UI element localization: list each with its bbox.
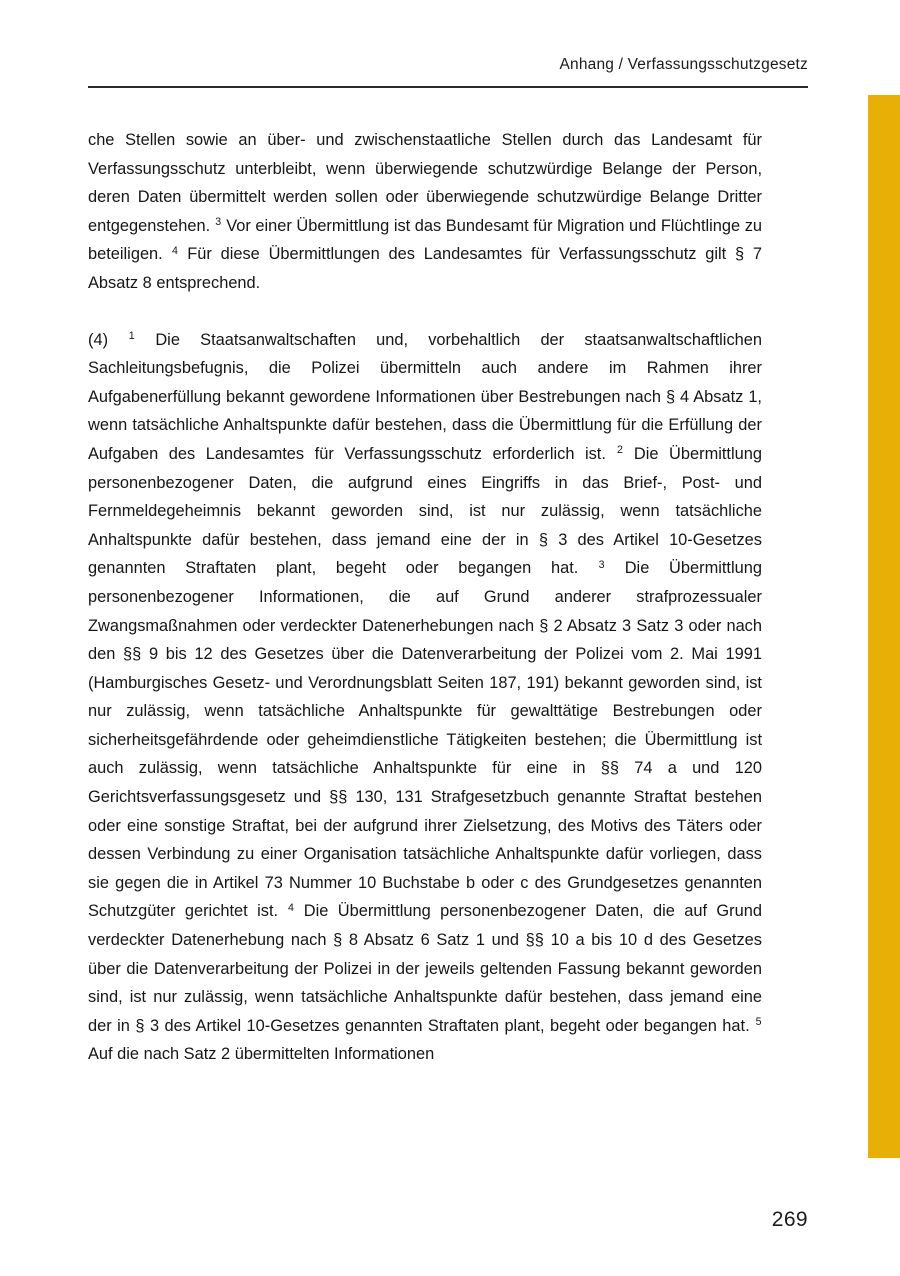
sentence-text: Die Staatsanwaltschaften und, vorbehaltlich der staatsanwaltschaftlichen Sachleitungsbefugnis, die Polizei übermitteln auch andere im Rahmen ihrer Aufgabenerfüllung bekannt gewordene Informationen über Bestrebungen nach § 4 Absatz 1, wenn tatsächliche Anhaltspunkte dafür bestehen, dass die Übermittlung für die Erfüllung der Aufgaben des Landesamtes für Verfassungsschutz erforderlich ist. — [88, 330, 762, 463]
sentence-text: Auf die nach Satz 2 übermittelten Informationen — [88, 1045, 435, 1064]
sentence-number: 1 — [128, 330, 135, 343]
page-number: 269 — [771, 1208, 808, 1231]
header-rule — [88, 86, 808, 88]
paragraph-continued — [88, 126, 762, 298]
sentence-text: Vor einer Übermittlung ist das Bundesamt für Migration und Flüchtlinge zu beteiligen. — [88, 216, 763, 264]
sentence-number: 3 — [598, 558, 605, 571]
sentence-text: Die Übermittlung personenbezogener Informationen, die auf Grund anderer strafprozessualer Zwangsmaßnahmen oder verdeckter Datenerhebungen nach § 2 Absatz 3 Satz 3 oder nach den §§ 9 bis 12 des Gesetzes über die Datenverarbeitung der Polizei vom 2. Mai 1991 (Hamburgisches Gesetz- und Verordnungsblatt Seiten 187, 191) bekannt geworden sind, ist nur zulässig, wenn tatsächliche Anhaltspunkte für gewalttätige Bestrebungen oder sicherheitsgefährdende oder geheimdienstliche Tätigkeiten bestehen; die Übermittlung ist auch zulässig, wenn tatsächliche Anhaltspunkte für eine in §§ 74 a und 120 Gerichtsverfassungsgesetz und §§ 130, 131 Strafgesetzbuch genannte Straftat bestehen oder eine sonstige Straftat, bei der aufgrund ihrer Zielsetzung, des Motivs des Täters oder dessen Verbindung zu einer Organisation tatsächliche Anhaltspunkte dafür vorliegen, dass sie gegen die in Artikel 73 Nummer 10 Buchstabe b oder c des Grundgesetzes genannten Schutzgüter gerichtet ist. — [88, 559, 762, 921]
sentence-number: 4 — [287, 901, 294, 914]
sentence-text: Die Übermittlung personenbezogener Daten, die auf Grund verdeckter Datenerhebung nach § 8 Absatz 6 Satz 1 und §§ 10 a bis 10 d des Gesetzes über die Datenverarbeitung der Polizei in der jeweils geltenden Fassung bekannt geworden sind, ist nur zulässig, wenn tatsächliche Anhaltspunkte dafür bestehen, dass jemand eine der in § 3 des Artikel 10-Gesetzes genannten Straftaten plant, begeht oder begangen hat. — [88, 902, 762, 1035]
sentence-number: 4 — [172, 244, 178, 257]
running-head: Anhang / Verfassungsschutzgesetz — [559, 56, 808, 73]
absatz-number: (4) — [88, 330, 129, 349]
text-column — [88, 126, 762, 1069]
sentence-text: Für diese Übermittlungen des Landesamtes für Verfassungsschutz gilt § 7 Absatz 8 entsprechend. — [88, 245, 763, 292]
sentence-number: 5 — [755, 1016, 762, 1029]
sentence-text: che Stellen sowie an über- und zwischenstaatliche Stellen durch das Landesamt für Verfassungsschutz unterbleibt, wenn überwiegende schutzwürdige Belange der Person, deren Daten übermittelt werden sollen oder überwiegende schutzwürdige Belange Dritter entgegenstehen. — [88, 131, 762, 235]
sentence-number: 2 — [616, 444, 623, 457]
paragraph-absatz-4 — [88, 326, 762, 1069]
sentence-text: Die Übermittlung personenbezogener Daten, die aufgrund eines Eingriffs in das Brief-, Post- und Fernmeldegeheimnis bekannt geworden sind, ist nur zulässig, wenn tatsächliche Anhaltspunkte dafür bestehen, dass jemand eine der in § 3 des Artikel 10-Gesetzes genannten Straftaten plant, begeht oder begangen hat. — [88, 444, 762, 578]
sentence-number: 3 — [215, 216, 222, 229]
chapter-edge-tab — [868, 95, 900, 1158]
